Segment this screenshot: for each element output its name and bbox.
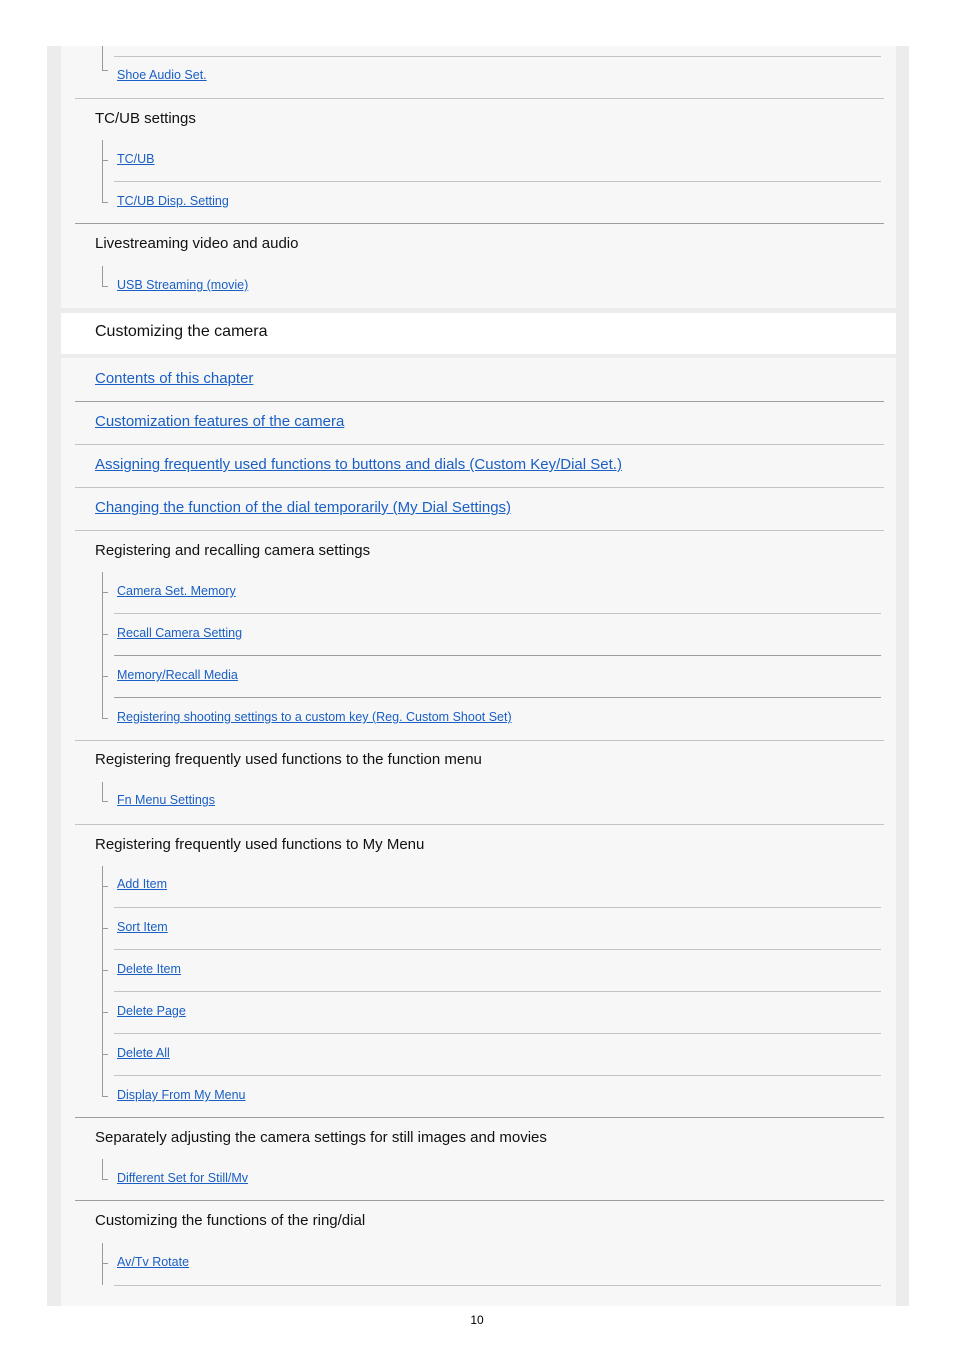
section-heading-registering-recalling: Registering and recalling camera settings [95, 542, 371, 559]
tree-tick [102, 70, 108, 71]
tree-line [102, 866, 103, 1096]
tree-tick [102, 634, 108, 635]
divider [114, 1033, 881, 1034]
page-number: 10 [470, 1313, 484, 1327]
section-divider [75, 487, 884, 488]
section-divider [75, 824, 884, 825]
toc-link-reg-custom-shoot-set[interactable]: Registering shooting settings to a custom key (Reg. Custom Shoot Set) [117, 710, 512, 724]
section-divider [75, 444, 884, 445]
divider [114, 181, 881, 182]
tree-line [102, 266, 103, 286]
divider [114, 949, 881, 950]
tree-tick [102, 801, 108, 802]
tree-tick [102, 718, 108, 719]
tree-tick [102, 286, 108, 287]
tree-tick [102, 1096, 108, 1097]
divider [114, 697, 881, 698]
section-heading-tcub-settings: TC/UB settings [95, 110, 196, 127]
tree-line [102, 46, 103, 70]
toc-link-tcub[interactable]: TC/UB [117, 152, 155, 166]
tree-tick [102, 592, 108, 593]
section-divider [75, 1117, 884, 1118]
tree-line [102, 140, 103, 202]
toc-link-fn-menu-settings[interactable]: Fn Menu Settings [117, 793, 215, 807]
tree-tick [102, 676, 108, 677]
section-heading-livestreaming: Livestreaming video and audio [95, 235, 299, 252]
toc-link-add-item[interactable]: Add Item [117, 877, 168, 891]
section-divider [75, 740, 884, 741]
toc-panel-top [61, 46, 896, 308]
toc-link-shoe-audio-set[interactable]: Shoe Audio Set. [117, 68, 207, 82]
divider [114, 56, 881, 57]
section-divider [75, 401, 884, 402]
toc-link-delete-item[interactable]: Delete Item [117, 962, 181, 976]
toc-link-customization-features[interactable]: Customization features of the camera [95, 413, 345, 430]
toc-link-custom-key-dial-set[interactable]: Assigning frequently used functions to buttons and dials (Custom Key/Dial Set.) [95, 456, 622, 473]
toc-link-camera-set-memory[interactable]: Camera Set. Memory [117, 584, 236, 598]
tree-tick [102, 928, 108, 929]
tree-tick [102, 1179, 108, 1180]
toc-link-usb-streaming[interactable]: USB Streaming (movie) [117, 278, 249, 292]
divider [114, 1075, 881, 1076]
tree-line [102, 572, 103, 718]
tree-tick [102, 202, 108, 203]
section-heading-ring-dial: Customizing the functions of the ring/dial [95, 1212, 366, 1229]
toc-link-memory-recall-media[interactable]: Memory/Recall Media [117, 668, 238, 682]
toc-link-av-tv-rotate[interactable]: Av/Tv Rotate [117, 1255, 190, 1269]
tree-tick [102, 970, 108, 971]
tree-tick [102, 1012, 108, 1013]
section-divider [75, 530, 884, 531]
section-heading-function-menu: Registering frequently used functions to the function menu [95, 751, 482, 768]
divider [114, 655, 881, 656]
toc-link-sort-item[interactable]: Sort Item [117, 920, 168, 934]
toc-link-tcub-disp-setting[interactable]: TC/UB Disp. Setting [117, 194, 229, 208]
section-divider [75, 98, 884, 99]
tree-tick [102, 886, 108, 887]
toc-link-different-set-still-mv[interactable]: Different Set for Still/Mv [117, 1171, 249, 1185]
tree-line [102, 1159, 103, 1179]
divider [114, 613, 881, 614]
tree-tick [102, 1054, 108, 1055]
toc-link-my-dial-settings[interactable]: Changing the function of the dial temporarily (My Dial Settings) [95, 499, 512, 516]
divider [114, 1285, 881, 1286]
toc-link-delete-page[interactable]: Delete Page [117, 1004, 186, 1018]
chapter-title: Customizing the camera [95, 323, 268, 340]
toc-link-delete-all[interactable]: Delete All [117, 1046, 170, 1060]
section-heading-still-movie: Separately adjusting the camera settings for still images and movies [95, 1129, 547, 1146]
tree-line [102, 1243, 103, 1285]
section-heading-my-menu: Registering frequently used functions to My Menu [95, 836, 425, 853]
section-divider [75, 1200, 884, 1201]
toc-link-recall-camera-setting[interactable]: Recall Camera Setting [117, 626, 243, 640]
divider [114, 991, 881, 992]
tree-tick [102, 1263, 108, 1264]
toc-link-display-from-my-menu[interactable]: Display From My Menu [117, 1088, 246, 1102]
section-divider [75, 223, 884, 224]
tree-tick [102, 160, 108, 161]
toc-link-contents-of-chapter[interactable]: Contents of this chapter [95, 370, 254, 387]
tree-line [102, 782, 103, 801]
divider [114, 907, 881, 908]
